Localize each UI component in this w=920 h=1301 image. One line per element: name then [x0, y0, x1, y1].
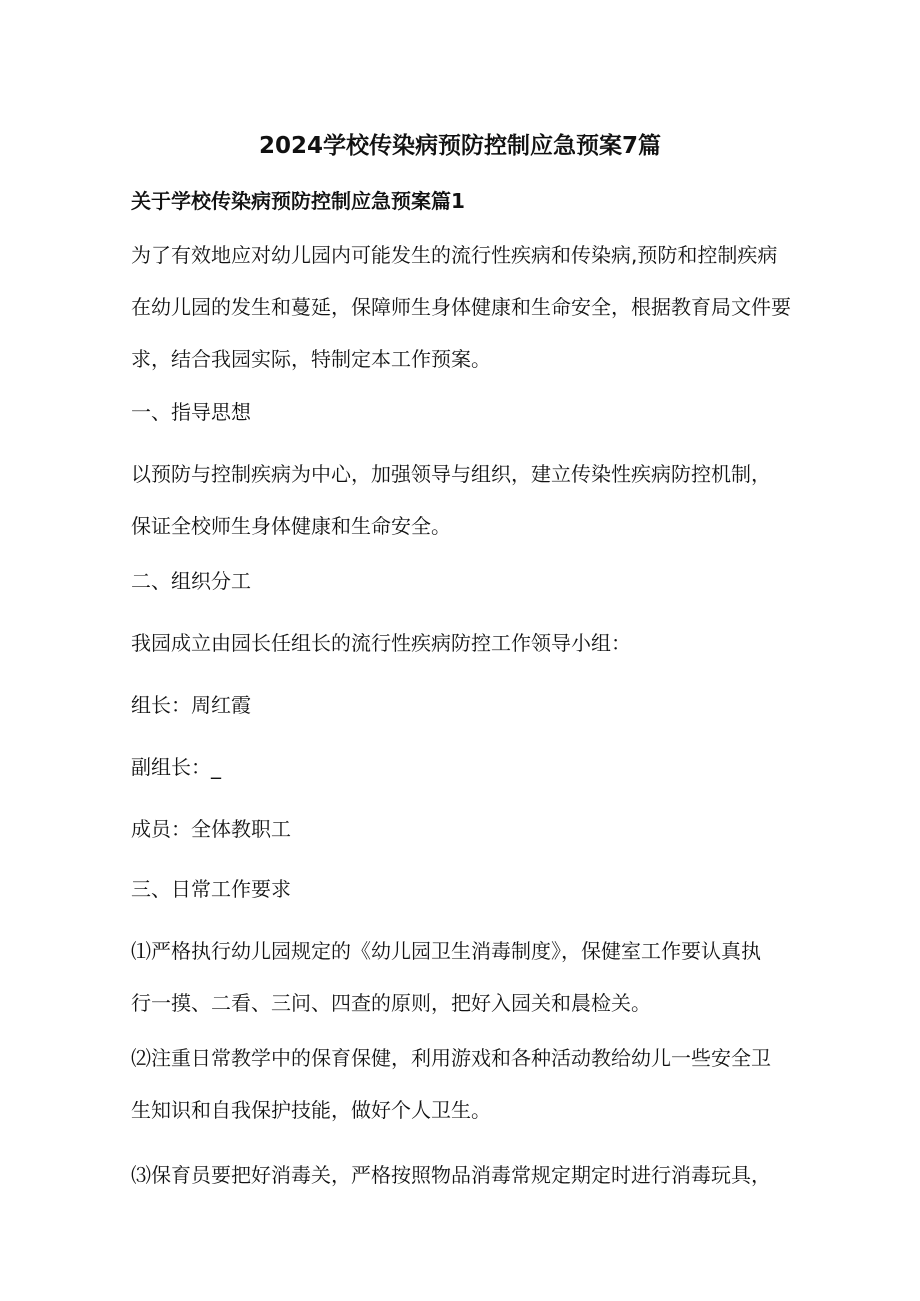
section1-heading: 一、指导思想: [131, 400, 251, 424]
item2-line-2: 生知识和自我保护技能，做好个人卫生。: [131, 1098, 491, 1122]
section1-line-2: 保证全校师生身体健康和生命安全。: [131, 514, 451, 538]
item1-line-1: ⑴严格执行幼儿园规定的《幼儿园卫生消毒制度》，保健室工作要认真执: [131, 939, 761, 963]
item1-line-2: 行一摸、二看、三问、四查的原则，把好入园关和晨检关。: [131, 991, 651, 1015]
item3-paragraph: [131, 1149, 801, 1201]
item2-line-1: ⑵注重日常教学中的保育保健，利用游戏和各种活动教给幼儿一些安全卫: [131, 1046, 771, 1070]
item1-paragraph: [131, 925, 801, 1029]
section3-heading: 三、日常工作要求: [131, 877, 291, 901]
section2-intro: 我园成立由园长任组长的流行性疾病防控工作领导小组：: [131, 631, 631, 655]
section2-heading: 二、组织分工: [131, 569, 251, 593]
leader-line: 组长：周红霞: [131, 693, 251, 717]
item3-line-1: ⑶保育员要把好消毒关，严格按照物品消毒常规定期定时进行消毒玩具，: [131, 1163, 771, 1187]
intro-line-2: 在幼儿园的发生和蔓延，保障师生身体健康和生命安全，根据教育局文件要: [131, 295, 791, 319]
deputy-leader-line: 副组长：_: [131, 755, 221, 779]
members-line: 成员：全体教职工: [131, 817, 291, 841]
document-title: 2024学校传染病预防控制应急预案7篇: [258, 133, 662, 159]
section1-paragraph: [131, 448, 801, 552]
item2-paragraph: [131, 1032, 801, 1136]
section1-line-1: 以预防与控制疾病为中心，加强领导与组织，建立传染性疾病防控机制，: [131, 462, 771, 486]
intro-line-1: 为了有效地应对幼儿园内可能发生的流行性疾病和传染病,预防和控制疾病: [131, 243, 778, 267]
intro-line-3: 求，结合我园实际，特制定本工作预案。: [131, 347, 491, 371]
intro-paragraph: [131, 229, 801, 385]
section-subtitle: 关于学校传染病预防控制应急预案篇1: [131, 189, 465, 213]
